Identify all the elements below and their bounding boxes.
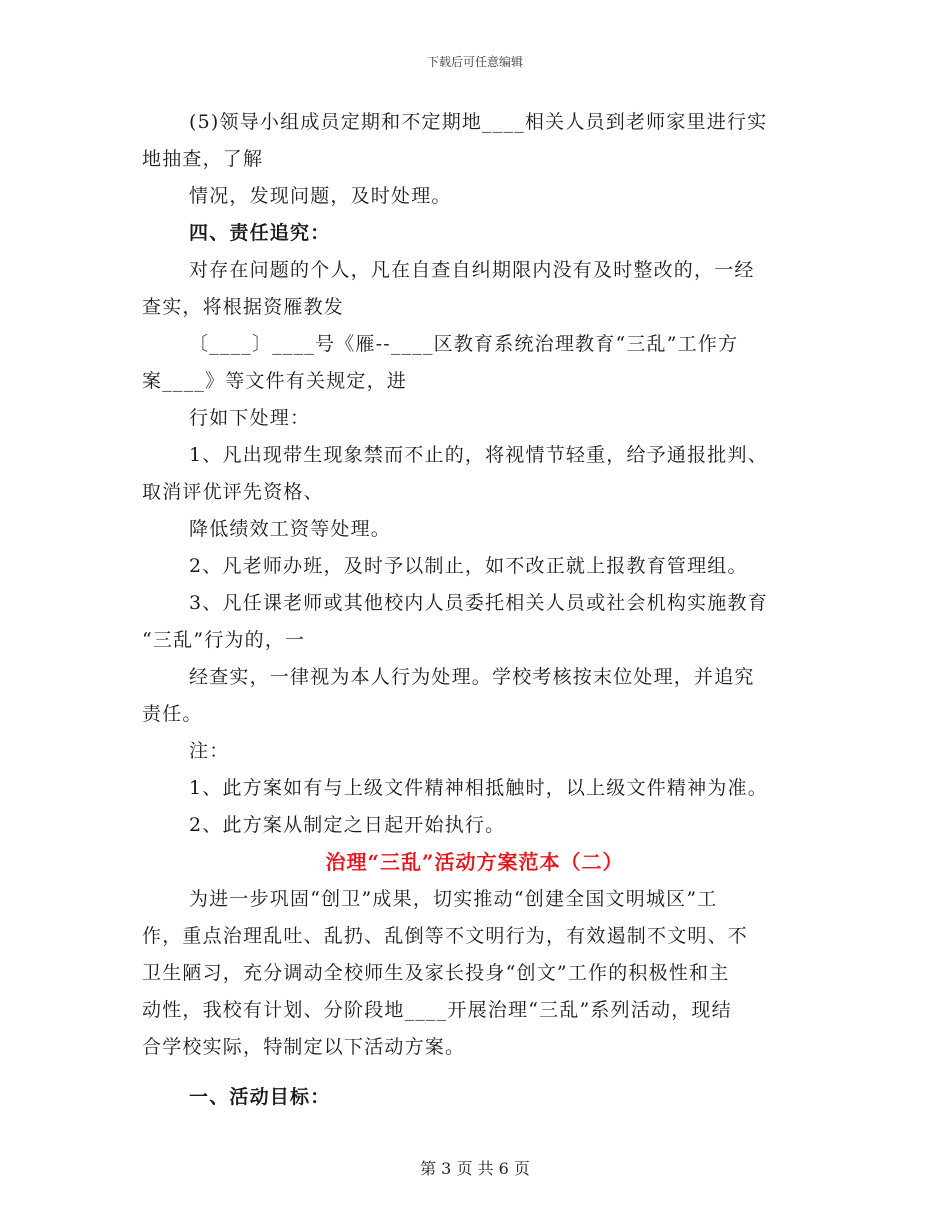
note-item: 2、此方案从制定之日起开始执行。 — [189, 814, 506, 836]
paragraph-line: 动性，我校有计划、分阶段地____开展治理“三乱”系列活动，现结 — [142, 999, 732, 1021]
section-heading-1: 一、活动目标： — [189, 1086, 331, 1108]
note-item: 1、此方案如有与上级文件精神相抵触时，以上级文件精神为准。 — [189, 777, 768, 799]
paragraph-line: 卫生陋习，充分调动全校师生及家长投身“创文”工作的积极性和主 — [142, 962, 730, 984]
paragraph-line: 行如下处理： — [189, 407, 311, 429]
paragraph-line: 〔____〕____号《雁--____区教育系统治理教育“三乱”工作方 — [189, 333, 739, 355]
section-heading-4: 四、责任追究： — [189, 222, 331, 244]
paragraph-line: 2、凡老师办班，及时予以制止，如不改正就上报教育管理组。 — [189, 555, 748, 577]
paragraph-line: 责任。 — [142, 703, 203, 725]
paragraph-line: 3、凡任课老师或其他校内人员委托相关人员或社会机构实施教育 — [189, 592, 768, 614]
paragraph-line: 为进一步巩固“创卫”成果，切实推动“创建全国文明城区”工 — [189, 888, 718, 910]
header-note: 下载后可任意编辑 — [426, 55, 523, 69]
paragraph-line: 对存在问题的个人，凡在自查自纠期限内没有及时整改的，一经 — [189, 259, 755, 281]
paragraph-line: 合学校实际，特制定以下活动方案。 — [142, 1036, 466, 1058]
paragraph-line: “三乱”行为的，一 — [142, 629, 306, 651]
paragraph-line: (5)领导小组成员定期和不定期地____相关人员到老师家里进行实 — [189, 111, 768, 133]
paragraph-line: 情况，发现问题，及时处理。 — [189, 185, 452, 207]
note-label: 注： — [189, 740, 230, 762]
section-title: 治理“三乱”活动方案范本（二） — [325, 850, 624, 874]
paragraph-line: 地抽查，了解 — [142, 148, 264, 170]
page-number: 第 3 页 共 6 页 — [420, 1159, 530, 1178]
paragraph-line: 取消评优评先资格、 — [142, 481, 324, 503]
paragraph-line: 作，重点治理乱吐、乱扔、乱倒等不文明行为，有效遏制不文明、不 — [142, 925, 749, 947]
document-body — [142, 104, 807, 1116]
paragraph-line: 案____》等文件有关规定，进 — [142, 370, 408, 392]
paragraph-line: 1、凡出现带生现象禁而不止的，将视情节轻重，给予通报批判、 — [189, 444, 768, 466]
paragraph-line: 经查实，一律视为本人行为处理。学校考核按末位处理，并追究 — [189, 666, 755, 688]
paragraph-line: 查实，将根据资雁教发 — [142, 296, 345, 318]
paragraph-line: 降低绩效工资等处理。 — [189, 518, 392, 540]
